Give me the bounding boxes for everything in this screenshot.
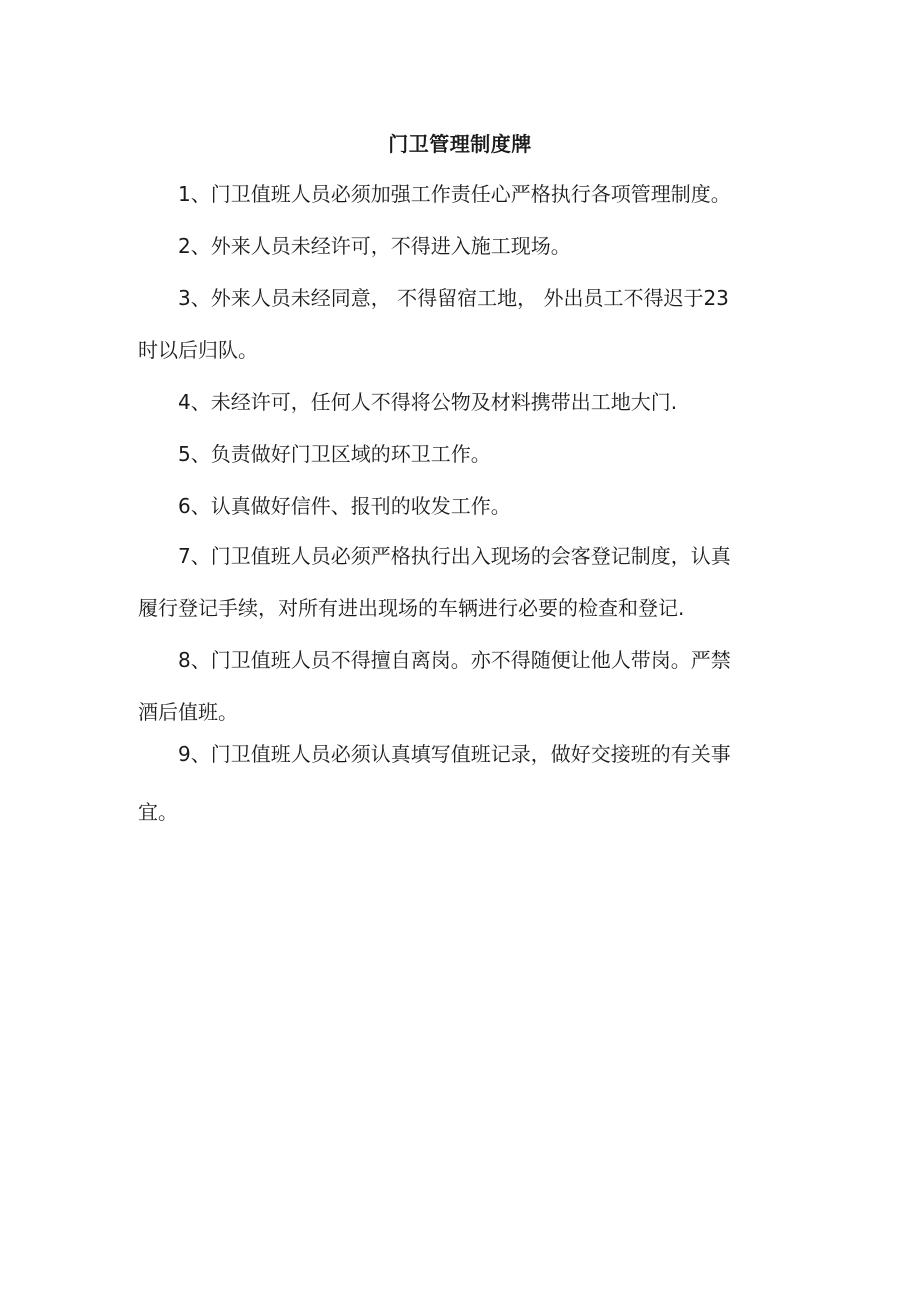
rule-line: 6、认真做好信件、报刊的收发工作。 [178, 494, 511, 518]
rule-item-1 [138, 168, 798, 220]
rule-line: 酒后值班。 [138, 700, 238, 724]
rule-line: 9、门卫值班人员必须认真填写值班记录，做好交接班的有关事 [178, 742, 731, 766]
rule-item-4 [138, 376, 798, 428]
rule-item-2 [138, 220, 798, 272]
rule-item-7 [138, 530, 798, 634]
rule-line: 3、外来人员未经同意， 不得留宿工地， 外出员工不得迟于23 [178, 286, 729, 310]
rule-item-6 [138, 480, 798, 532]
rule-line: 7、门卫值班人员必须严格执行出入现场的会客登记制度，认真 [178, 544, 731, 568]
rule-line: 时以后归队。 [138, 338, 258, 362]
document-title: 门卫管理制度牌 [388, 132, 532, 156]
rule-line: 2、外来人员未经许可，不得进入施工现场。 [178, 234, 571, 258]
rule-item-8 [138, 634, 798, 738]
rule-line: 8、门卫值班人员不得擅自离岗。亦不得随便让他人带岗。严禁 [178, 648, 731, 672]
rule-line: 履行登记手续，对所有进出现场的车辆进行必要的检查和登记. [138, 596, 685, 620]
rule-item-3 [138, 272, 798, 376]
rule-item-9 [138, 728, 798, 838]
rule-item-5 [138, 428, 798, 480]
rule-line: 宜。 [138, 800, 178, 824]
rule-line: 5、负责做好门卫区域的环卫工作。 [178, 442, 491, 466]
rule-line: 1、门卫值班人员必须加强工作责任心严格执行各项管理制度。 [178, 182, 731, 206]
rule-line: 4、未经许可，任何人不得将公物及材料携带出工地大门. [178, 390, 678, 414]
